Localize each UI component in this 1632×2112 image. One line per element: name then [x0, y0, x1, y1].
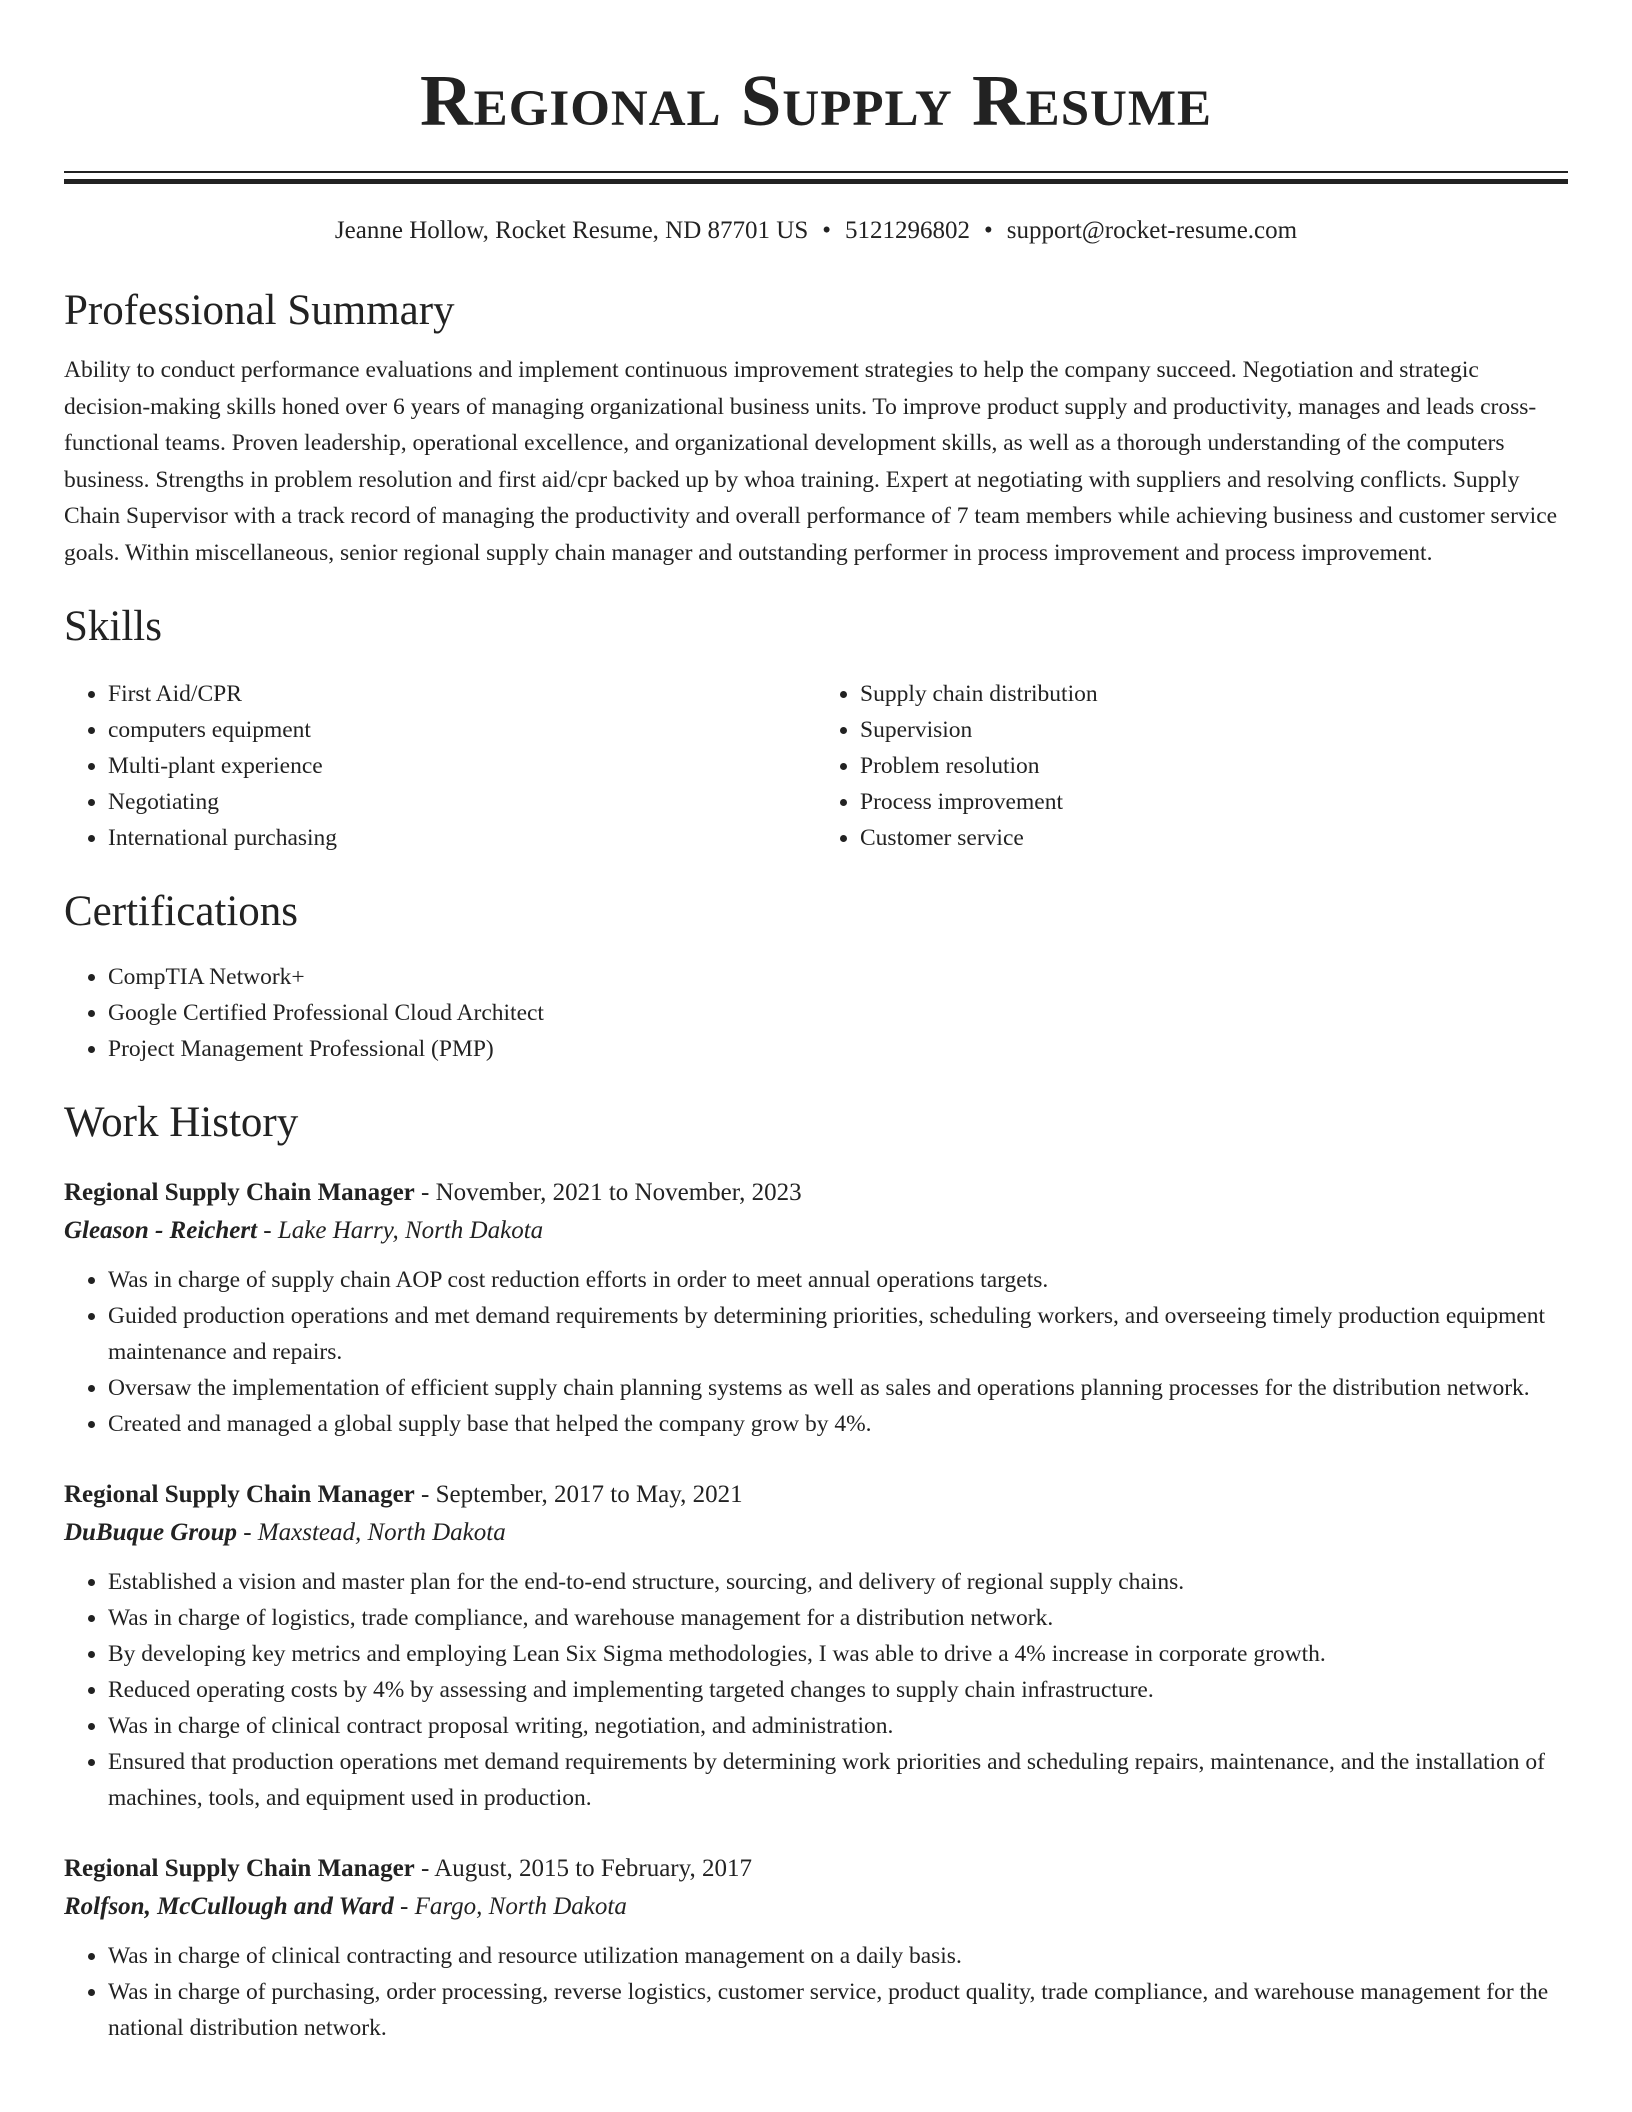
- job-duty-item: • By developing key metrics and employing Lean Six Sigma methodologies, I was able to drive a 4% increase in corporate growth.: [108, 1636, 1568, 1672]
- job-header: [64, 1174, 1568, 1212]
- certifications-list: [64, 959, 1568, 1067]
- skill-item: • Problem resolution: [860, 748, 1568, 784]
- contact-phone: 5121296802: [845, 217, 971, 244]
- job-location: - Maxstead, North Dakota: [243, 1519, 506, 1546]
- certification-item: • Project Management Professional (PMP): [108, 1031, 1568, 1067]
- job-title: Regional Supply Chain Manager: [64, 1855, 415, 1882]
- skills-list: [64, 676, 1568, 856]
- job-entry: [64, 1476, 1568, 1816]
- job-dates: - September, 2017 to May, 2021: [421, 1481, 743, 1508]
- job-entry: [64, 1174, 1568, 1442]
- job-duties-list: [64, 1564, 1568, 1816]
- job-company: Gleason - Reichert: [64, 1217, 258, 1244]
- job-duties-list: [64, 1262, 1568, 1442]
- contact-line: [64, 218, 1568, 243]
- job-company-line: [64, 1212, 1568, 1250]
- job-company-line: [64, 1888, 1568, 1926]
- job-duty-item: • Oversaw the implementation of efficient supply chain planning systems as well as sales and operations planning processes for the distribution network.: [108, 1370, 1568, 1406]
- job-company: DuBuque Group: [64, 1519, 237, 1546]
- job-location: - Fargo, North Dakota: [400, 1893, 627, 1920]
- job-dates: - August, 2015 to February, 2017: [421, 1855, 753, 1882]
- job-title: Regional Supply Chain Manager: [64, 1481, 415, 1508]
- job-header: [64, 1850, 1568, 1888]
- skill-item: • Multi-plant experience: [108, 748, 816, 784]
- job-dates: - November, 2021 to November, 2023: [421, 1179, 802, 1206]
- skill-item: • International purchasing: [108, 820, 816, 856]
- skill-item: • Supply chain distribution: [860, 676, 1568, 712]
- job-duty-item: • Reduced operating costs by 4% by assessing and implementing targeted changes to supply chain infrastructure.: [108, 1672, 1568, 1708]
- skill-item: • Customer service: [860, 820, 1568, 856]
- contact-address: Jeanne Hollow, Rocket Resume, ND 87701 US: [334, 217, 809, 244]
- job-location: - Lake Harry, North Dakota: [263, 1217, 544, 1244]
- job-duty-item: • Was in charge of supply chain AOP cost reduction efforts in order to meet annual operations targets.: [108, 1262, 1568, 1298]
- job-duty-item: • Created and managed a global supply base that helped the company grow by 4%.: [108, 1406, 1568, 1442]
- job-duty-item: • Established a vision and master plan for the end-to-end structure, sourcing, and delivery of regional supply chains.: [108, 1564, 1568, 1600]
- job-duty-item: • Was in charge of clinical contract proposal writing, negotiation, and administration.: [108, 1708, 1568, 1744]
- job-duty-item: • Was in charge of purchasing, order processing, reverse logistics, customer service, product quality, trade compliance, and warehouse management for the national distribution network.: [108, 1974, 1568, 2046]
- certifications-heading: Certifications: [64, 888, 299, 935]
- certification-item: • CompTIA Network+: [108, 959, 1568, 995]
- job-duty-item: • Was in charge of logistics, trade compliance, and warehouse management for a distribution network.: [108, 1600, 1568, 1636]
- title-divider-thick: [64, 179, 1568, 184]
- skill-item: • Process improvement: [860, 784, 1568, 820]
- job-title: Regional Supply Chain Manager: [64, 1179, 415, 1206]
- job-company-line: [64, 1514, 1568, 1552]
- job-duty-item: • Ensured that production operations met demand requirements by determining work priorities and scheduling repairs, maintenance, and the installation of machines, tools, and equipment used in production.: [108, 1744, 1568, 1816]
- skill-item: • computers equipment: [108, 712, 816, 748]
- contact-separator: •: [984, 217, 993, 244]
- job-duty-item: • Guided production operations and met demand requirements by determining priorities, scheduling workers, and overseeing timely production equipment maintenance and repairs.: [108, 1298, 1568, 1370]
- contact-email: support@rocket-resume.com: [1006, 217, 1298, 244]
- job-company: Rolfson, McCullough and Ward: [64, 1893, 394, 1920]
- skills-heading: Skills: [64, 603, 162, 650]
- skills-column-left: [64, 676, 816, 856]
- certification-item: • Google Certified Professional Cloud Architect: [108, 995, 1568, 1031]
- job-entry: [64, 1850, 1568, 2046]
- work-history-heading: Work History: [64, 1099, 299, 1146]
- skill-item: • Supervision: [860, 712, 1568, 748]
- skills-column-right: [816, 676, 1568, 856]
- summary-heading: Professional Summary: [64, 287, 455, 334]
- summary-text: Ability to conduct performance evaluations and implement continuous improvement strategies to help the company succeed. Negotiation and strategic decision-making skills honed over 6 years of managing organizational business units. To improve product supply and productivity, manages and leads cross-functional teams. Proven leadership, operational excellence, and organizational development skills, as well as a thorough understanding of the computers business. Strengths in problem resolution and first aid/cpr backed up by whoa training. Expert at negotiating with suppliers and resolving conflicts. Supply Chain Supervisor with a track record of managing the productivity and overall performance of 7 team members while achieving business and customer service goals. Within miscellaneous, senior regional supply chain manager and outstanding performer in process improvement and process improvement.: [64, 357, 1558, 566]
- contact-separator: •: [822, 217, 832, 244]
- job-header: [64, 1476, 1568, 1514]
- title-divider-thin: [64, 171, 1568, 173]
- skill-item: • Negotiating: [108, 784, 816, 820]
- work-history-list: [64, 1174, 1568, 2046]
- skill-item: • First Aid/CPR: [108, 676, 816, 712]
- job-duty-item: • Was in charge of clinical contracting and resource utilization management on a daily basis.: [108, 1938, 1568, 1974]
- job-duties-list: [64, 1938, 1568, 2046]
- resume-title: Regional Supply Resume: [419, 60, 1213, 141]
